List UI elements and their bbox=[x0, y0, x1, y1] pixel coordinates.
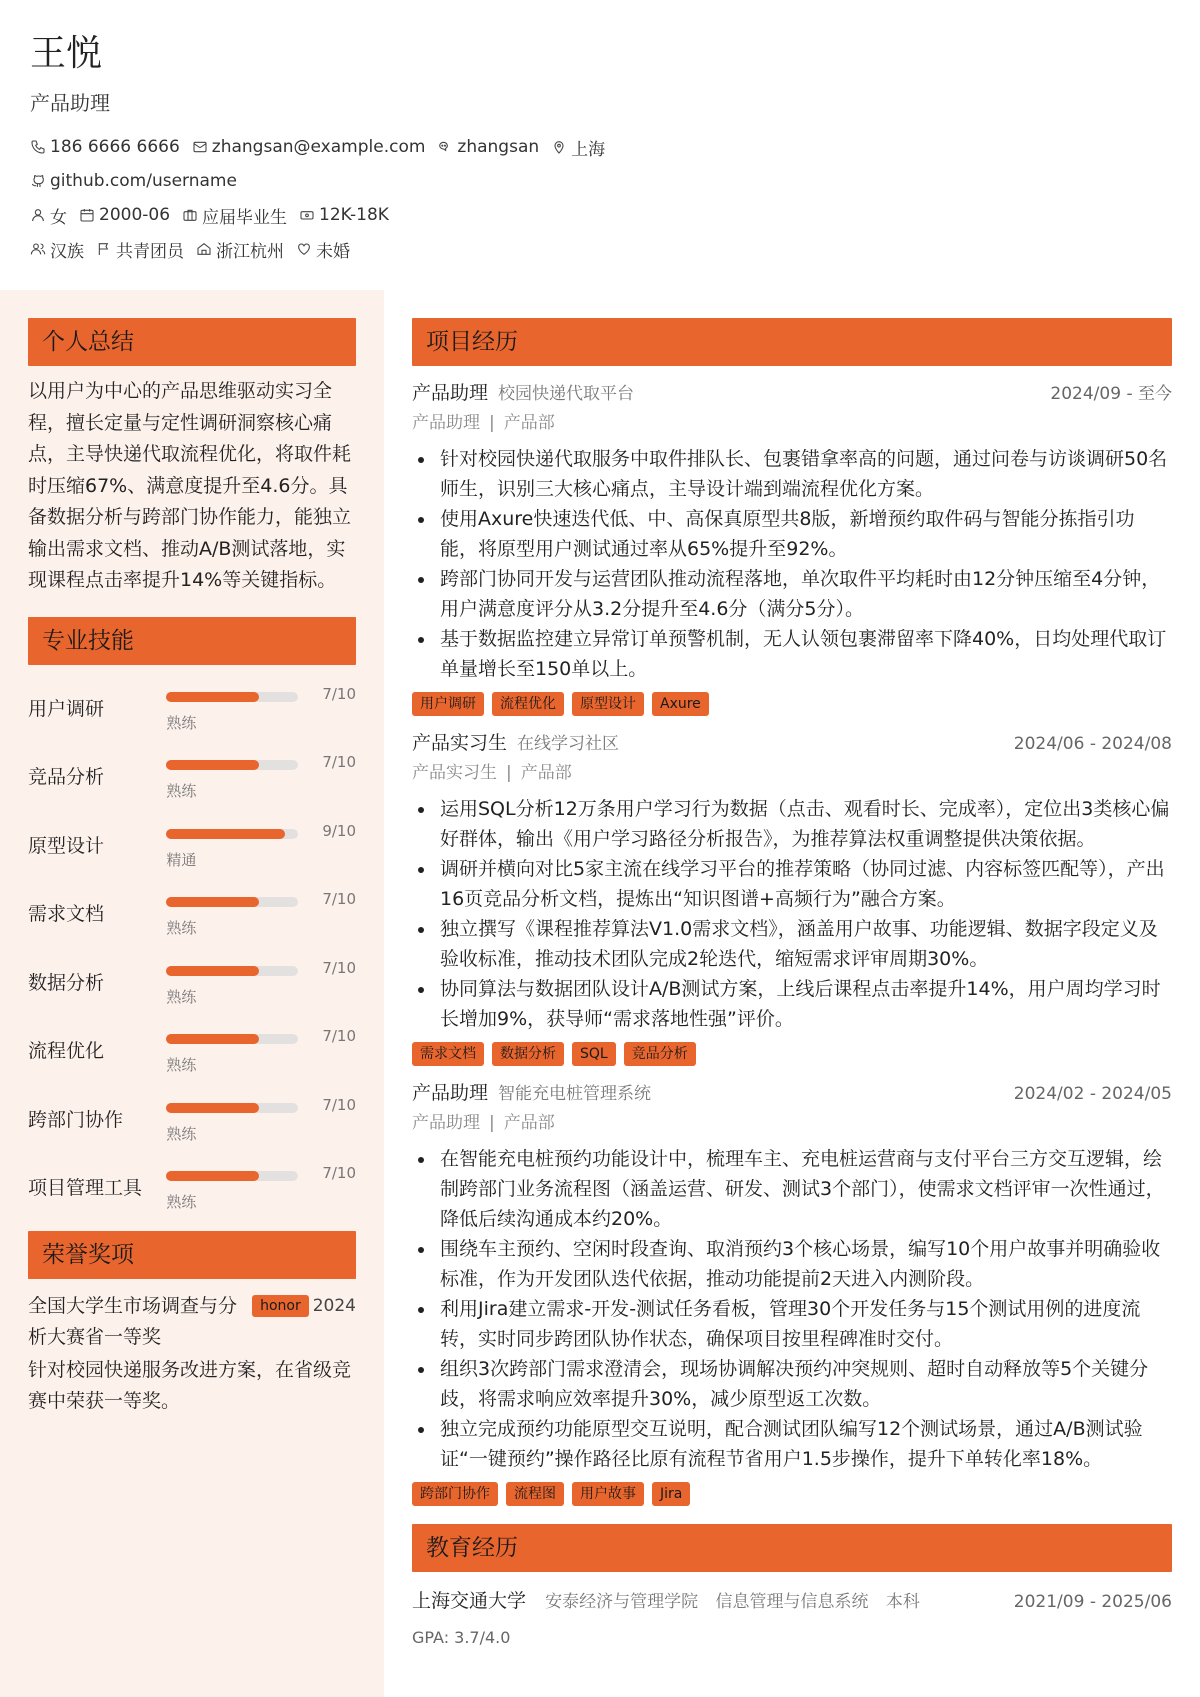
project-tags bbox=[412, 1482, 1172, 1506]
bullet-item: 运用SQL分析12万条用户学习行为数据（点击、观看时长、完成率），定位出3类核心偏好群体，输出《用户学习路径分析报告》，为推荐算法权重调整提供决策依据。 bbox=[412, 794, 1172, 854]
project-item bbox=[412, 378, 1172, 716]
skill-score: 7/10 bbox=[322, 890, 356, 908]
wechat-icon bbox=[437, 139, 453, 155]
separator: | bbox=[506, 763, 512, 783]
project-bullets bbox=[412, 794, 1172, 1034]
project-title: 产品助理 bbox=[412, 1082, 489, 1104]
separator: | bbox=[489, 413, 495, 433]
skill-tag: Axure bbox=[652, 692, 709, 716]
briefcase-icon bbox=[182, 207, 198, 223]
award-badge: honor bbox=[252, 1295, 309, 1317]
skill-tag: 用户故事 bbox=[572, 1482, 644, 1506]
skill-level: 熟练 bbox=[166, 987, 197, 1006]
college-name: 安泰经济与管理学院 bbox=[545, 1592, 699, 1612]
skill-tag: 数据分析 bbox=[492, 1042, 564, 1066]
skill-score: 7/10 bbox=[322, 684, 356, 703]
birth-date: 2000-06 bbox=[79, 205, 170, 225]
skill-tag: 需求文档 bbox=[412, 1042, 484, 1066]
project-tags bbox=[412, 692, 1172, 716]
extra-row bbox=[30, 232, 1170, 266]
skill-name: 原型设计 bbox=[28, 834, 105, 857]
contact-location: 上海 bbox=[551, 135, 605, 160]
award-description: 针对校园快递服务改进方案，在省级竞赛中荣获一等奖。 bbox=[28, 1358, 352, 1412]
project-date: 2024/09 - 至今 bbox=[1050, 384, 1172, 404]
skill-bar bbox=[166, 760, 298, 770]
skill-item bbox=[28, 743, 356, 812]
github-icon bbox=[30, 173, 46, 189]
project-dept: 产品部 bbox=[503, 413, 555, 433]
project-role: 产品助理 bbox=[412, 413, 480, 433]
bullet-item: 基于数据监控建立异常订单预警机制，无人认领包裹滞留率下降40%，日均处理代取订单量增长至150单以上。 bbox=[412, 624, 1172, 684]
skills-title: 专业技能 bbox=[28, 617, 356, 665]
skill-bar-fill bbox=[166, 829, 285, 839]
user-icon bbox=[30, 207, 46, 223]
skill-item bbox=[28, 1154, 356, 1223]
skill-tag: 流程图 bbox=[506, 1482, 564, 1506]
skill-bar-fill bbox=[166, 1034, 258, 1044]
project-dept: 产品部 bbox=[503, 1113, 555, 1133]
skill-tag: 跨部门协作 bbox=[412, 1482, 498, 1506]
heart-icon bbox=[296, 241, 312, 257]
skill-level: 熟练 bbox=[166, 919, 197, 937]
skill-score: 7/10 bbox=[322, 1164, 356, 1182]
skill-name: 数据分析 bbox=[28, 971, 105, 994]
skill-name: 用户调研 bbox=[28, 697, 105, 720]
skill-score: 7/10 bbox=[322, 1027, 356, 1045]
github-row bbox=[30, 164, 1170, 198]
project-org: 校园快递代取平台 bbox=[498, 384, 635, 404]
project-date: 2024/06 - 2024/08 bbox=[1013, 734, 1172, 754]
education-date: 2021/09 - 2025/06 bbox=[1013, 1592, 1172, 1612]
hometown: 浙江杭州 bbox=[196, 237, 284, 262]
project-tags bbox=[412, 1042, 1172, 1066]
skill-item bbox=[28, 880, 356, 949]
gender: 女 bbox=[30, 203, 67, 228]
skill-score: 9/10 bbox=[322, 821, 356, 840]
contact-wechat[interactable]: zhangsan bbox=[437, 137, 539, 157]
bullet-item: 组织3次跨部门需求澄清会，现场协调解决预约冲突规则、超时自动释放等5个关键分歧，将需求响应效率提升30%，减少原型返工次数。 bbox=[412, 1354, 1172, 1414]
skills-list bbox=[28, 675, 356, 1223]
contact-row bbox=[30, 130, 1170, 164]
skill-bar-fill bbox=[166, 1103, 258, 1113]
ethnicity: 汉族 bbox=[30, 237, 84, 262]
project-date: 2024/02 - 2024/05 bbox=[1013, 1084, 1172, 1104]
bullet-item: 协同算法与数据团队设计A/B测试方案，上线后课程点击率提升14%，用户周均学习时长增加9%，获导师“需求落地性强”评价。 bbox=[412, 974, 1172, 1034]
contact-phone[interactable]: 186 6666 6666 bbox=[30, 137, 180, 157]
project-dept: 产品部 bbox=[520, 763, 572, 783]
gpa: GPA: 3.7/4.0 bbox=[412, 1628, 511, 1647]
bullet-item: 调研并横向对比5家主流在线学习平台的推荐策略（协同过滤、内容标签匹配等），产出16页竞品分析文档，提炼出“知识图谱+高频行为”融合方案。 bbox=[412, 854, 1172, 914]
skill-bar bbox=[166, 692, 298, 702]
skill-tag: Jira bbox=[652, 1482, 690, 1506]
sidebar bbox=[0, 290, 384, 1697]
home-icon bbox=[196, 241, 212, 257]
skill-tag: 竞品分析 bbox=[624, 1042, 696, 1066]
phone-icon bbox=[30, 139, 46, 155]
personal-row bbox=[30, 198, 1170, 232]
project-org: 智能充电桩管理系统 bbox=[498, 1084, 652, 1104]
candidate-name: 王悦 bbox=[30, 33, 103, 74]
project-role: 产品助理 bbox=[412, 1113, 480, 1133]
candidate-role: 产品助理 bbox=[30, 91, 110, 115]
skill-bar-fill bbox=[166, 897, 258, 907]
separator: | bbox=[489, 1113, 495, 1133]
skill-tag: 流程优化 bbox=[492, 692, 564, 716]
bullet-item: 围绕车主预约、空闲时段查询、取消预约3个核心场景，编写10个用户故事并明确验收标准，作为开发团队迭代依据，推动功能提前2天进入内测阶段。 bbox=[412, 1234, 1172, 1294]
skill-name: 流程优化 bbox=[28, 1040, 105, 1062]
calendar-icon bbox=[79, 207, 95, 223]
skill-bar bbox=[166, 1103, 298, 1113]
project-bullets bbox=[412, 1144, 1172, 1474]
education-title: 教育经历 bbox=[412, 1524, 1172, 1572]
skill-bar bbox=[166, 966, 298, 976]
project-item bbox=[412, 728, 1172, 1066]
major-name: 信息管理与信息系统 bbox=[715, 1592, 869, 1612]
skill-bar bbox=[166, 897, 298, 907]
award-name: 全国大学生市场调查与分析大赛省一等奖 bbox=[28, 1294, 238, 1348]
skill-bar bbox=[166, 829, 298, 839]
skill-level: 熟练 bbox=[166, 1124, 197, 1143]
skill-score: 7/10 bbox=[322, 958, 356, 977]
skill-bar bbox=[166, 1034, 298, 1044]
award-item bbox=[28, 1291, 356, 1353]
school-name: 上海交通大学 bbox=[412, 1590, 527, 1612]
resume-header bbox=[0, 0, 1200, 290]
bullet-item: 跨部门协同开发与运营团队推动流程落地，单次取件平均耗时由12分钟压缩至4分钟，用户满意度评分从3.2分提升至4.6分（满分5分）。 bbox=[412, 564, 1172, 624]
skill-bar-fill bbox=[166, 966, 258, 976]
bullet-item: 在智能充电桩预约功能设计中，梳理车主、充电桩运营商与支付平台三方交互逻辑，绘制跨部门业务流程图（涵盖运营、研发、测试3个部门），使需求文档评审一次性通过，降低后续沟通成本约20%。 bbox=[412, 1144, 1172, 1234]
project-title: 产品助理 bbox=[412, 382, 489, 404]
award-year: 2024 bbox=[312, 1295, 356, 1316]
mail-icon bbox=[192, 139, 208, 155]
project-bullets bbox=[412, 444, 1172, 684]
skill-item bbox=[28, 1086, 356, 1155]
bullet-item: 利用Jira建立需求-开发-测试任务看板，管理30个开发任务与15个测试用例的进度流转，实时同步跨团队协作状态，确保项目按里程碑准时交付。 bbox=[412, 1294, 1172, 1354]
degree: 本科 bbox=[885, 1592, 920, 1612]
skill-bar-fill bbox=[166, 692, 258, 702]
marital-status: 未婚 bbox=[296, 237, 350, 262]
summary-text: 以用户为中心的产品思维驱动实习全程，擅长定量与定性调研洞察核心痛点，主导快递代取流程优化，将取件耗时压缩67%、满意度提升至4.6分。具备数据分析与跨部门协作能力，能独立输出需求文档、推动A/B测试落地，实现课程点击率提升14%等关键指标。 bbox=[28, 380, 352, 591]
main-content bbox=[412, 290, 1172, 1647]
skill-bar bbox=[166, 1171, 298, 1181]
skill-level: 精通 bbox=[166, 850, 197, 869]
skill-name: 项目管理工具 bbox=[28, 1177, 143, 1199]
project-role: 产品实习生 bbox=[412, 763, 497, 783]
skill-name: 需求文档 bbox=[28, 903, 105, 925]
contact-email[interactable]: zhangsan@example.com bbox=[192, 137, 426, 157]
skill-name: 跨部门协作 bbox=[28, 1108, 124, 1131]
projects-title: 项目经历 bbox=[412, 318, 1172, 366]
skill-bar-fill bbox=[166, 760, 258, 770]
skill-item bbox=[28, 675, 356, 744]
skill-level: 熟练 bbox=[166, 1193, 197, 1211]
education-item bbox=[412, 1586, 1172, 1647]
users-icon bbox=[30, 241, 46, 257]
bullet-item: 针对校园快递代取服务中取件排队长、包裹错拿率高的问题，通过问卷与访谈调研50名师生，识别三大核心痛点，主导设计端到端流程优化方案。 bbox=[412, 444, 1172, 504]
awards-title: 荣誉奖项 bbox=[28, 1231, 356, 1279]
skill-item bbox=[28, 1017, 356, 1086]
project-org: 在线学习社区 bbox=[517, 734, 620, 754]
skill-name: 竞品分析 bbox=[28, 766, 105, 788]
skill-tag: 原型设计 bbox=[572, 692, 644, 716]
project-title: 产品实习生 bbox=[412, 732, 508, 754]
flag-icon bbox=[96, 241, 112, 257]
bullet-item: 独立完成预约功能原型交互说明，配合测试团队编写12个测试场景，通过A/B测试验证“一键预约”操作路径比原有流程节省用户1.5步操作，提升下单转化率18%。 bbox=[412, 1414, 1172, 1474]
skill-bar-fill bbox=[166, 1171, 258, 1181]
expected-salary: 12K-18K bbox=[299, 205, 389, 225]
skill-item bbox=[28, 812, 356, 881]
political-status: 共青团员 bbox=[96, 237, 184, 262]
skill-score: 7/10 bbox=[322, 1095, 356, 1114]
summary-title: 个人总结 bbox=[28, 318, 356, 366]
bullet-item: 独立撰写《课程推荐算法V1.0需求文档》，涵盖用户故事、功能逻辑、数据字段定义及验收标准，推动技术团队完成2轮迭代，缩短需求评审周期30%。 bbox=[412, 914, 1172, 974]
salary-icon bbox=[299, 207, 315, 223]
project-item bbox=[412, 1078, 1172, 1506]
skill-score: 7/10 bbox=[322, 753, 356, 771]
skill-level: 熟练 bbox=[166, 713, 197, 732]
skill-tag: 用户调研 bbox=[412, 692, 484, 716]
skill-level: 熟练 bbox=[166, 782, 197, 800]
skill-item bbox=[28, 949, 356, 1018]
skill-level: 熟练 bbox=[166, 1056, 197, 1074]
projects-list bbox=[412, 378, 1172, 1506]
contact-github[interactable]: github.com/username bbox=[30, 171, 237, 191]
skill-tag: SQL bbox=[572, 1042, 616, 1066]
work-status: 应届毕业生 bbox=[182, 203, 287, 228]
location-icon bbox=[551, 139, 567, 155]
bullet-item: 使用Axure快速迭代低、中、高保真原型共8版，新增预约取件码与智能分拣指引功能，将原型用户测试通过率从65%提升至92%。 bbox=[412, 504, 1172, 564]
